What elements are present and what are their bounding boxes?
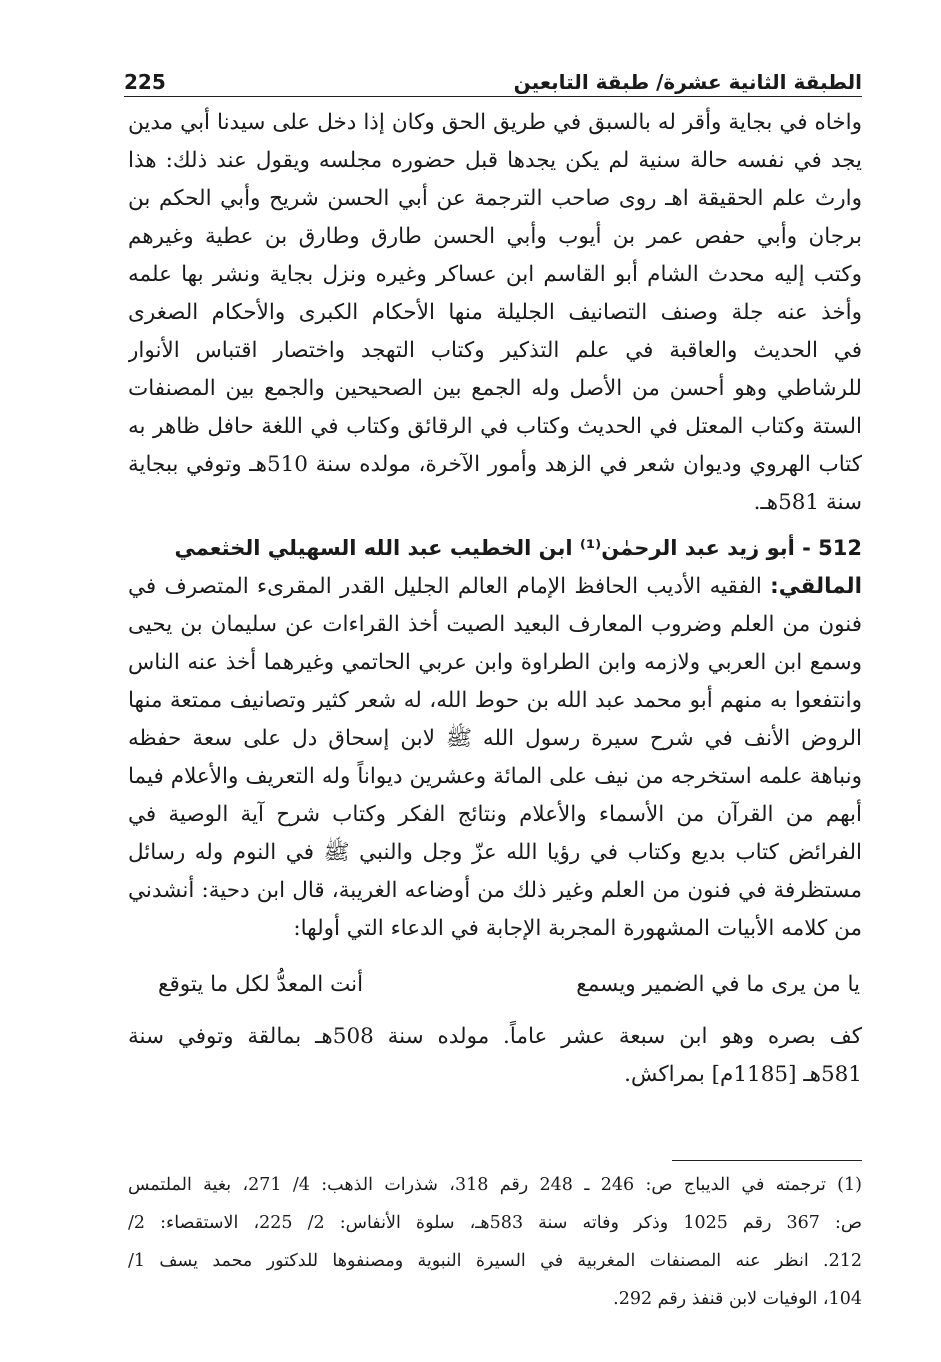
verse-first-hemistich: يا من يرى ما في الضمير ويسمع [576,971,860,997]
text-line: للرشاطي وهو أحسن من الأصل وله الجمع بين الصحيحين والجمع بين المصنفات [128,376,862,401]
header-rule [124,96,862,97]
poetry-verse [128,954,862,1014]
running-head: الطبقة الثانية عشرة/ طبقة التابعين [513,70,862,94]
text-line [128,568,862,606]
text-line: من كلامه الأبيات المشهورة المجربة الإجابة في الدعاء التي أولها: [293,916,862,941]
footnotes [128,1166,862,1318]
text-line: الروض الأنف في شرح سيرة رسول الله ﷺ لابن إسحاق دل على سعة حفظه [128,726,862,751]
text-line: في الحديث والعاقبة في علم التذكير وكتاب التهجد واختصار اقتباس الأنوار [128,338,862,363]
text-line: وأخذ عنه جلة وصنف التصانيف الجليلة منها الأحكام الكبرى والأحكام الصغرى [128,300,862,325]
footnote-rule [672,1160,862,1161]
page-number: 225 [124,70,166,94]
text-line: ونباهة علمه استخرجه من نيف على المائة وعشرين ديواناً وله التعريف والأعلام فيما [128,764,862,789]
footnote-line: (1) ترجمته في الديباج ص: 246 ـ 248 رقم 318، شذرات الذهب: 4/ 271، بغية الملتمس [128,1175,862,1195]
page-header [124,58,862,94]
paragraph-2 [128,568,862,948]
text-line: 581هـ [1185م] بمراكش. [624,1062,862,1087]
text-line: سنة 581هـ. [753,490,862,515]
text-line: وانتفعوا به منهم أبو محمد عبد الله بن حوط الله، له شعر كثير وتصانيف ممتعة منها [128,688,862,713]
text-line: يجد في نفسه حالة سنية لم يكن يجدها قبل حضوره مجلسه ويقول عند ذلك: هذا [128,148,862,173]
entry-label: المالقي: [770,574,862,599]
text-line: وسمع ابن العربي ولازمه وابن الطراوة وابن عربي الحاتمي وغيرهما أخذ عنه الناس [128,650,862,675]
text-line: واخاه في بجاية وأقر له بالسبق في طريق الحق وكان إذا دخل على سيدنا أبي مدين [128,110,862,135]
text-line: فنون من العلم وضروب المعارف البعيد الصيت أخذ القراءات عن سليمان بن يحيى [128,612,862,637]
footnote-line: ص: 367 رقم 1025 وذكر وفاته سنة 583هـ، سلوة الأنفاس: 2/ 225، الاستقصاء: 2/ [128,1213,862,1233]
text-line: مستظرفة في فنون من العلم وغير ذلك من أوضاعه الغريبة، قال ابن دحية: أنشدني [128,878,862,903]
main-text [128,104,862,1094]
text-line: كف بصره وهو ابن سبعة عشر عاماً. مولده سنة 508هـ بمالقة وتوفي سنة [128,1024,862,1049]
text-line: كتاب الهروي وديوان شعر في الزهد وأمور الآخرة، مولده سنة 510هـ وتوفي ببجاية [128,452,862,477]
footnote-line: 212. انظر عنه المصنفات المغربية في السيرة النبوية ومصنفوها للدكتور محمد يسف 1/ [128,1251,862,1271]
paragraph-1 [128,104,862,522]
text-line: برجان وأبي حفص عمر بن أيوب وأبي الحسن طارق وطارق بن عطية وغيرهم [128,224,862,249]
text-line: أبهم من القرآن من الأسماء والأعلام ونتائج الفكر وكتاب شرح آية الوصية في [128,802,862,827]
text-line: وارث علم الحقيقة اهـ روى صاحب الترجمة عن أبي الحسن شريح وأبي الحكم بن [128,186,862,211]
verse-second-hemistich: أنت المعدُّ لكل ما يتوقع [158,971,364,997]
paragraph-3 [128,1018,862,1094]
text-line: الفرائض كتاب بديع وكتاب في رؤيا الله عزّ وجل والنبي ﷺ في النوم وله رسائل [128,840,862,865]
text-line: الستة وكتاب المعتل في الحديث وكتاب في الرقائق وكتاب في اللغة حافل ظاهر به [128,414,862,439]
footnote-line: 104، الوفيات لابن قنفذ رقم 292. [613,1289,862,1309]
text-run: الفقيه الأديب الحافظ الإمام العالم الجليل القدر المقرىء المتصرف في [128,574,771,599]
entry-heading: 512 - أبو زيد عبد الرحمٰن⁽¹⁾ ابن الخطيب عبد الله السهيلي الخثعمي [174,536,862,560]
text-line: وكتب إليه محدث الشام أبو القاسم ابن عساكر وغيره ونزل بجاية ونشر بها علمه [128,262,862,287]
